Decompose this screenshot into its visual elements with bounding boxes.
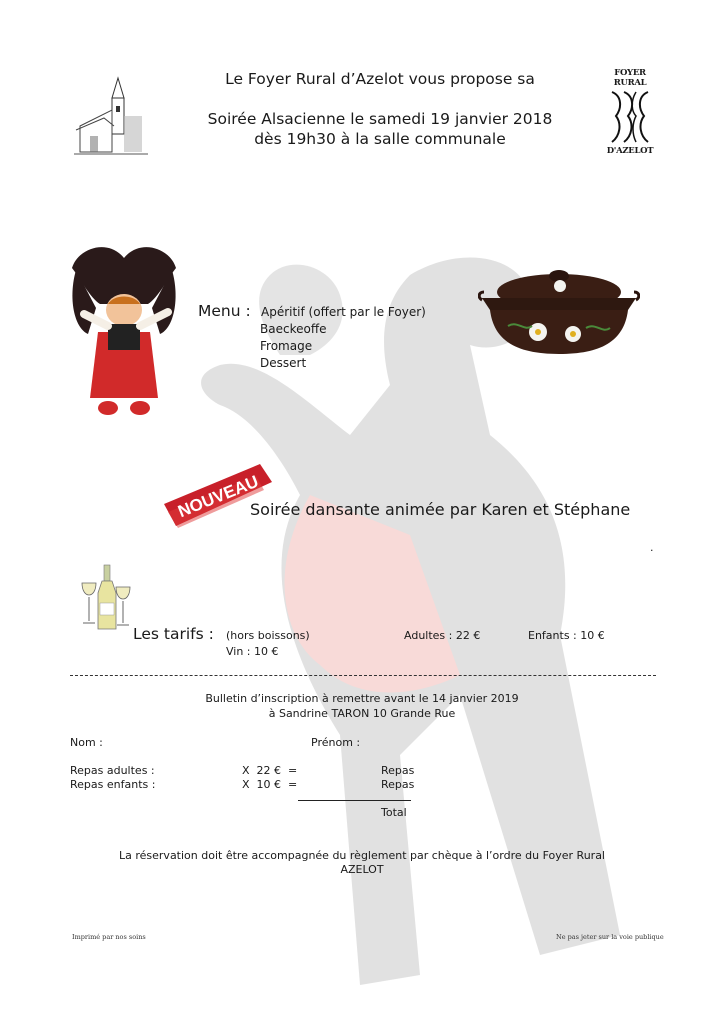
wine-bottle-illustration [78,563,134,633]
logo-faces-icon [604,88,656,146]
repas-enfants-unit: Repas [381,778,415,791]
footer-left: Imprimé par nos soins [72,933,146,941]
prenom-label: Prénom : [311,736,361,749]
repas-adultes-label: Repas adultes : [70,764,155,777]
foyer-rural-logo [604,68,656,154]
tarif-enfants: Enfants : 10 € [528,629,605,642]
menu-item-fromage: Fromage [260,339,313,353]
tarifs-note: (hors boissons) [226,629,310,642]
church-illustration [74,76,148,156]
header-line-1: Le Foyer Rural d’Azelot vous propose sa [225,70,535,88]
repas-enfants-label: Repas enfants : [70,778,156,791]
cut-line-divider [70,675,656,676]
bulletin-line-2: à Sandrine TARON 10 Grande Rue [268,707,456,720]
header-line-3: dès 19h30 à la salle communale [254,130,506,148]
logo-bottom-text: D'AZELOT [606,146,654,156]
menu-label: Menu : [198,302,251,320]
menu-item-baeckeoffe: Baeckeoffe [260,322,327,336]
dance-dot: . [650,541,654,554]
total-rule [298,800,411,801]
bulletin-line-1: Bulletin d’inscription à remettre avant le 14 janvier 2019 [205,692,519,705]
header-line-2: Soirée Alsacienne le samedi 19 janvier 2018 [207,110,553,128]
repas-adultes-calc: X 22 € = [242,764,298,777]
reservation-line-2: AZELOT [340,863,384,876]
nom-label: Nom : [70,736,103,749]
logo-top-text: FOYER RURAL [613,68,647,88]
baeckeoffe-terrine-illustration [478,262,640,358]
tarif-vin: Vin : 10 € [226,645,279,658]
reservation-line-1: La réservation doit être accompagnée du règlement par chèque à l’ordre du Foyer Rural [119,849,605,862]
repas-enfants-calc: X 10 € = [242,778,298,791]
dance-evening-text: Soirée dansante animée par Karen et Stéphane [250,500,631,519]
tarifs-label: Les tarifs : [133,625,214,643]
total-label: Total [381,806,407,819]
footer-right: Ne pas jeter sur la voie publique [556,933,664,941]
menu-item-dessert: Dessert [260,356,307,370]
repas-adultes-unit: Repas [381,764,415,777]
tarif-adultes: Adultes : 22 € [404,629,481,642]
nouveau-badge [160,456,274,536]
nouveau-text: NOUVEAU [175,471,262,522]
alsatian-girl-illustration [68,238,180,418]
menu-item-aperitif: Apéritif (offert par le Foyer) [261,305,426,319]
